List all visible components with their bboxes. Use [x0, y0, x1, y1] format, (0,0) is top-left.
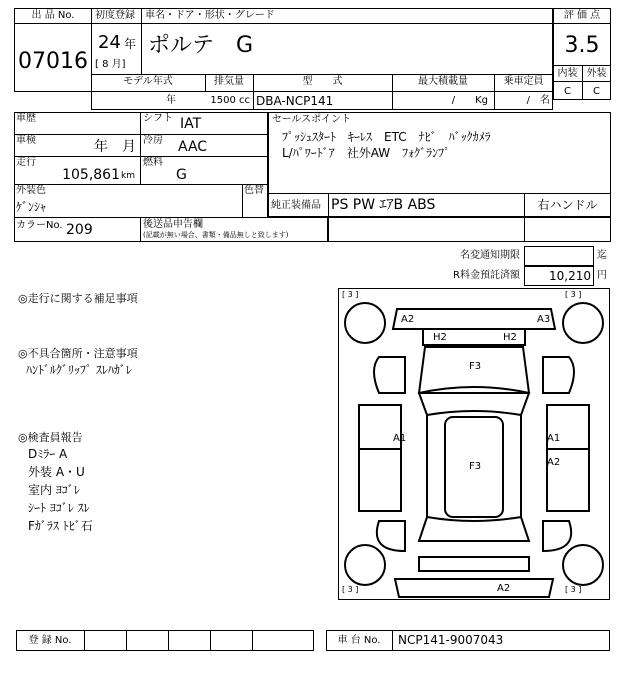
equipment-value: PS PW ｴｱB ABS — [331, 197, 436, 213]
exterior-color-value: ｹﾞﾝｼｬ — [16, 200, 47, 214]
fuel-label: 燃料 — [143, 157, 163, 168]
mark-front-bumper-left: A2 — [401, 314, 415, 325]
recycle-fee-label: R料金預託済額 — [453, 270, 520, 281]
model-year-label: モデル年式 — [123, 76, 173, 87]
details-box — [14, 112, 268, 218]
left-rear-fender — [377, 521, 405, 551]
exterior-color-label: 外装色 — [16, 185, 46, 196]
mark-front-bumper-right: A3 — [537, 314, 551, 325]
car-outline — [339, 289, 609, 599]
inspector-line: Dﾐﾗｰ A — [28, 447, 68, 461]
color-number-label: カラーNo. — [16, 220, 63, 231]
divider — [168, 630, 169, 651]
type-label: 型 式 — [302, 76, 343, 87]
divider — [553, 81, 611, 82]
lot-number: 07016 — [18, 49, 88, 74]
interior-grade: C — [564, 86, 571, 97]
sales-points-line1: ﾌﾟｯｼｭｽﾀｰﾄ ｷｰﾚｽ ETC ﾅﾋﾞ ﾊﾞｯｸｶﾒﾗ — [282, 130, 491, 144]
inspection-label: 車検 — [16, 135, 36, 146]
max-load-label: 最大積載量 — [418, 76, 468, 87]
fuel-value: G — [176, 167, 187, 183]
divider — [84, 630, 85, 651]
type-value: DBA-NCP141 — [256, 94, 334, 108]
front-bumper — [393, 309, 555, 329]
rear-bumper — [395, 579, 553, 597]
shift-value: IAT — [180, 116, 202, 132]
divider — [524, 217, 525, 242]
title-change-suffix: 迄 — [597, 250, 607, 261]
divider — [392, 630, 393, 651]
inspector-line: Fｶﾞﾗｽ ﾄﾋﾞ石 — [28, 519, 93, 533]
car-name: ポルテ G — [148, 33, 254, 58]
inspector-line: 外装 A・U — [28, 465, 85, 479]
left-front-fender — [374, 357, 405, 393]
tire-label-front-right: [ 3 ] — [565, 290, 582, 299]
exterior-grade: C — [593, 86, 600, 97]
right-rear-fender — [543, 521, 571, 551]
first-registration-label: 初度登録 — [95, 10, 135, 21]
rear-garnish — [419, 557, 529, 571]
divider — [91, 74, 553, 75]
mark-rear-bumper: A2 — [497, 583, 511, 594]
mileage-label: 走行 — [16, 157, 36, 168]
mark-roof: F3 — [469, 461, 482, 472]
max-load-value: / Kg — [451, 95, 488, 106]
windshield — [419, 387, 529, 415]
sales-points-label: セールスポイント — [272, 114, 352, 125]
left-side — [359, 405, 401, 511]
right-front-fender — [543, 357, 574, 393]
inspector-line: 室内 ﾖｺﾞﾚ — [28, 483, 80, 497]
divider — [242, 184, 243, 218]
model-year-value: 年 — [166, 95, 176, 106]
equipment-extra-row — [328, 217, 611, 242]
ac-value: AAC — [178, 139, 208, 155]
driving-notes-label: ◎走行に関する補足事項 — [18, 292, 138, 305]
capacity-value: / 名 — [526, 95, 550, 106]
interior-grade-label: 内装 — [557, 68, 578, 79]
defects-text: ﾊﾝﾄﾞﾙｸﾞﾘｯﾌﾟ ｽﾚﾊｶﾞﾚ — [26, 363, 132, 377]
sales-points-line2: L/ﾊﾟﾜｰﾄﾞｱ 社外AW ﾌｫｸﾞﾗﾝﾌﾟ — [282, 146, 451, 160]
first-registration-year: 24 — [98, 32, 121, 53]
grade-score: 3.5 — [564, 33, 600, 58]
divider — [14, 23, 92, 24]
exterior-grade-label: 外装 — [586, 68, 607, 79]
divider — [14, 156, 268, 157]
registration-number-label: 登 録 No. — [28, 635, 72, 646]
chassis-number-label: 車 台 No. — [337, 635, 381, 646]
divider — [14, 184, 268, 185]
title-change-value — [524, 246, 594, 266]
tire-label-rear-right: [ 3 ] — [565, 585, 582, 594]
recycle-fee-unit: 円 — [597, 270, 607, 281]
divider — [140, 217, 141, 242]
documents-note: (記載が無い場合、書類・備品無しと致します) — [143, 231, 289, 239]
mark-left-door: A1 — [393, 433, 407, 444]
displacement-label: 排気量 — [214, 76, 244, 87]
shift-label: シフト — [143, 113, 173, 124]
tire-rear-right — [563, 545, 603, 585]
divider — [126, 630, 127, 651]
history-label: 車歴 — [16, 113, 36, 124]
lot-number-label: 出 品 No. — [31, 10, 75, 21]
tire-label-front-left: [ 3 ] — [342, 290, 359, 299]
mark-right-rear-door: A2 — [547, 457, 561, 468]
tire-label-rear-left: [ 3 ] — [342, 585, 359, 594]
displacement-value: 1500 cc — [210, 95, 250, 106]
divider — [140, 112, 141, 184]
capacity-label: 乗車定員 — [503, 76, 544, 87]
mileage-unit: km — [121, 171, 135, 181]
tire-front-right — [563, 303, 603, 343]
mileage-value: 105,861 — [62, 167, 120, 183]
rear-window — [419, 517, 529, 541]
defects-label: ◎不具合箇所・注意事項 — [18, 347, 138, 360]
mark-hood: F3 — [469, 361, 482, 372]
divider — [252, 630, 253, 651]
year-unit: 年 — [124, 37, 137, 51]
inspector-line: ｼｰﾄ ﾖｺﾞﾚ ｽﾚ — [28, 501, 90, 515]
ac-label: 冷房 — [143, 135, 163, 146]
tire-rear-left — [345, 545, 385, 585]
title-change-label: 名変通知期限 — [460, 250, 520, 261]
documents-label: 後送品申告欄 — [143, 219, 203, 230]
color-change-label: 色替 — [244, 185, 264, 196]
divider — [210, 630, 211, 651]
recycle-fee-value: 10,210 — [549, 269, 591, 283]
first-registration-month: [ 8 月] — [95, 59, 126, 70]
color-number-value: 209 — [66, 222, 93, 238]
divider — [91, 23, 553, 24]
mark-headlight-right: H2 — [503, 332, 517, 343]
divider — [553, 23, 611, 24]
tire-front-left — [345, 303, 385, 343]
car-name-label: 車名・ドア・形状・グレード — [145, 10, 275, 21]
divider — [14, 134, 268, 135]
car-diagram — [338, 288, 610, 600]
equipment-label: 純正装備品 — [271, 200, 321, 211]
mark-right-door: A1 — [547, 433, 561, 444]
grade-label: 評 価 点 — [563, 10, 601, 21]
inspection-value: 年 月 — [94, 139, 136, 155]
handle-position: 右ハンドル — [537, 198, 598, 212]
mark-headlight-left: H2 — [433, 332, 447, 343]
divider — [141, 8, 142, 74]
chassis-number-value: NCP141-9007043 — [398, 633, 504, 647]
inspector-report-label: ◎検査員報告 — [18, 431, 83, 444]
